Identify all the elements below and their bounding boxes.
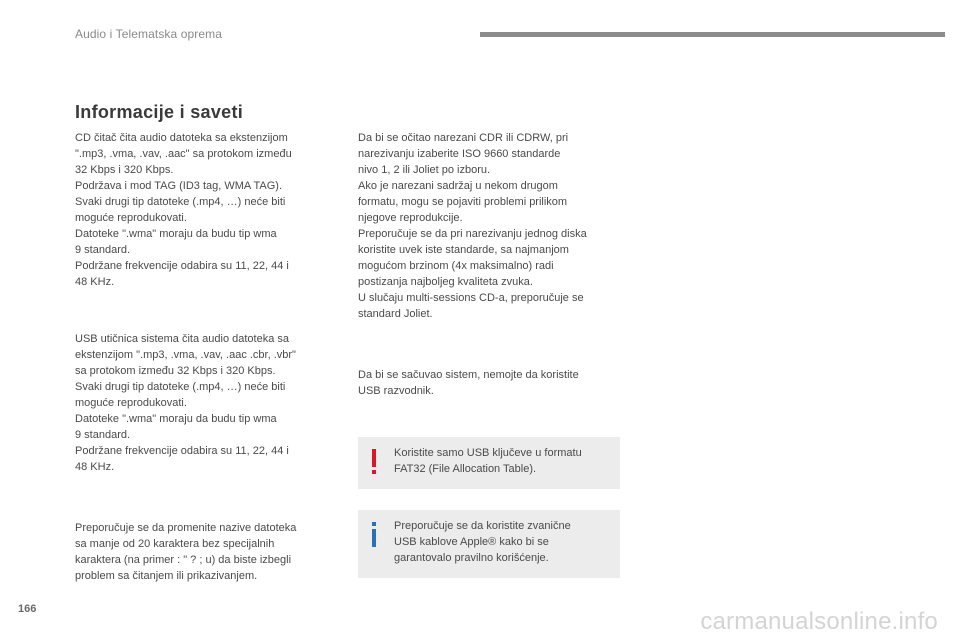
info-icon xyxy=(368,520,380,550)
header-bar xyxy=(480,32,945,37)
watermark: carmanualsonline.info xyxy=(700,608,938,635)
usb-hub-paragraph: Da bi se sačuvao sistem, nemojte da koristite USB razvodnik. xyxy=(358,369,579,397)
cd-reader-paragraph: CD čitač čita audio datoteka sa ekstenzijom ".mp3, .vma, .vav, .aac" sa protokom između 32 Kbps i 320 Kbps. Podržava i mod TAG (ID3 tag, WMA TAG). Svaki drugi tip datoteke (.mp4, …) neće biti moguće reprodukovati. Datoteke ".wma" moraju da budu tip wma 9 standard. Podržane frekvencije odabira su 11, 22, 44 i 48 KHz. xyxy=(75,132,292,288)
usb-reader-paragraph: USB utičnica sistema čita audio datoteka sa ekstenzijom ".mp3, .vma, .vav, .aac .cbr, .vbr" sa protokom između 32 Kbps i 320 Kbps. Svaki drugi tip datoteke (.mp4, …) neće biti moguće reprodukovati. Datoteke ".wma" moraju da budu tip wma 9 standard. Podržane frekvencije odabira su 11, 22, 44 i 48 KHz. xyxy=(75,333,296,473)
header-title: Audio i Telematska oprema xyxy=(75,27,223,41)
warning-note xyxy=(358,437,620,489)
cd-burning-paragraph: Da bi se očitao narezani CDR ili CDRW, pri narezivanju izaberite ISO 9660 standarde nivo 1, 2 ili Joliet po izboru. Ako je narezani sadržaj u nekom drugom formatu, mogu se pojaviti problemi prilikom njegove reprodukcije. Preporučuje se da pri narezivanju jednog diska koristite uvek iste standarde, sa najmanjom mogućom brzinom (4x maksimalno) radi postizanja najboljeg kvaliteta zvuka. U slučaju multi-sessions CD-a, preporučuje se standard Joliet. xyxy=(358,132,587,320)
file-naming-paragraph: Preporučuje se da promenite nazive datoteka sa manje od 20 karaktera bez specijalnih karaktera (na primer : " ? ; u) da biste izbegli problem sa čitanjem ili prikazivanjem. xyxy=(75,522,297,582)
info-note-text: Preporučuje se da koristite zvanične USB kablove Apple® kako bi se garantovalo pravilno korišćenje. xyxy=(394,520,571,564)
exclamation-icon xyxy=(368,447,380,477)
page-number: 166 xyxy=(18,603,37,615)
section-title: Informacije i saveti xyxy=(75,102,244,122)
info-note xyxy=(358,510,620,578)
warning-note-text: Koristite samo USB ključeve u formatu FAT32 (File Allocation Table). xyxy=(394,447,582,475)
